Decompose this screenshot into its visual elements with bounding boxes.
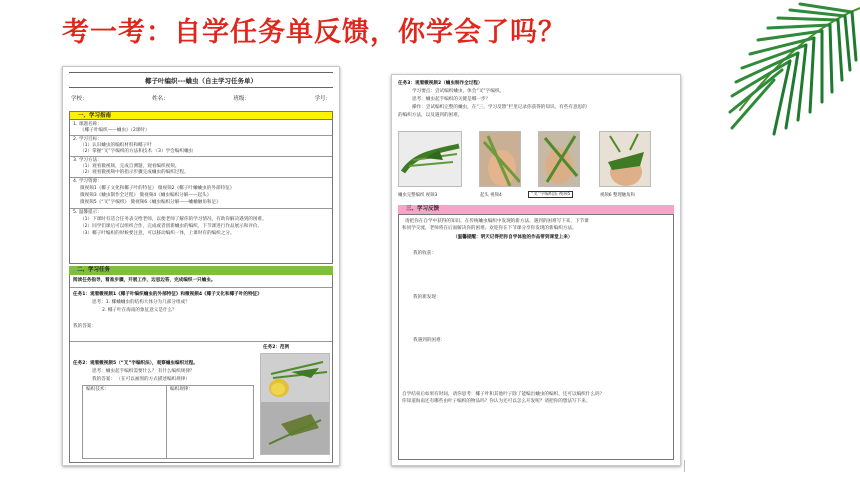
- table-header-technique: 编织技术：: [86, 387, 109, 392]
- task3-line: 思考：蛐虫起手编织的关键是哪一步？: [412, 97, 491, 102]
- palm-leaf-decoration: [680, 0, 860, 150]
- guide-line: 微视频5《“叉”字编织》 微视频6《蛐虫编织分解——蛐蛐触角和足》: [80, 200, 221, 205]
- guide-line: 微视频1《椰子文化和椰子叶的特征》 微视频2《椰子叶蛐蛐虫的外部特征》: [80, 186, 235, 191]
- task3-line: 操作：尝试编织完整的蛐虫，在“三、学习反馈”栏里记录你获得的知识、有些有意思的: [412, 105, 587, 110]
- section-study-guide-header: 一、学习指南: [69, 111, 333, 120]
- top-rule: [69, 72, 333, 73]
- name-label: 姓名：: [152, 96, 169, 102]
- feedback-intro-line: 和同学交流，老师将在后面解决你的困难。欢迎你在下节课分享你发现的新编织方法。: [402, 226, 577, 231]
- guide-line: 1. 课题名称：: [73, 122, 102, 127]
- guide-line: 《椰子叶编织——蛐虫》（2课时）: [80, 128, 150, 133]
- slide-edge-mark: [684, 460, 685, 472]
- closing-line: 你知道海南还有哪些由叶子编织的物品吗？你认为还可以怎么开发呢？请把你的想法写下来。: [402, 399, 591, 404]
- task2-example-label: 任务2：范例: [263, 345, 290, 350]
- answer-table: [82, 385, 254, 459]
- photo-cross-weave: [538, 131, 580, 187]
- photo-antenna: [599, 131, 651, 187]
- caption-full: 蛐虫完整编织 视频3: [398, 193, 438, 198]
- self-study-worksheet-page-2: [391, 74, 681, 466]
- guide-line: （2）掌握“叉”字编织的方法和技术 （3）学会编织蛐虫: [80, 149, 194, 154]
- worksheet-title: 椰子叶编织---蛐虫（自主学习任务单）: [144, 77, 258, 85]
- guide-line: （1）认识蛐虫的编织材料和椰子叶: [80, 143, 152, 148]
- task-intro: 阅读任务指导，看准步骤，开展工作，边思边答，完成编织一只蛐虫。: [73, 278, 216, 283]
- study-guide-box: [69, 120, 333, 264]
- feedback-box: [398, 214, 674, 460]
- guide-line: 2. 学习目标：: [73, 137, 102, 142]
- guide-line: （2）同学们课后可以组织合作，完成或者创新蛐虫的编织，下节课进行作品展示和评价。: [80, 224, 263, 229]
- class-label: 班级：: [233, 96, 250, 102]
- guide-line: （1）下课时有适合任务表交给老师，以便老师了解你的学习情况，有助你解决遇到的困难。: [80, 217, 267, 222]
- guide-line: （1）观看微视频，完成自测题，观看编织视频。: [80, 164, 180, 169]
- task1-line: 2. 椰子叶在海南的象征意义是什么？: [102, 308, 177, 313]
- task2-line: 思考：蛐虫起手编织需要什么？ 有什么编织规律？: [92, 369, 195, 374]
- student-info-row: [71, 94, 331, 102]
- guide-line: 4. 学习资源：: [73, 179, 102, 184]
- feedback-gains-label: 我的收获：: [413, 251, 436, 256]
- example-bug-photo: [260, 353, 330, 455]
- task2-line: 我的答案： （在可以画图的方式描述编织规律）: [92, 377, 190, 382]
- caption-antenna: 视频6 整理触角和: [600, 193, 635, 198]
- photo-start: [479, 131, 521, 187]
- feedback-difficulty-label: 我遇到的困难：: [413, 338, 446, 343]
- task2-line: 任务2：观看微视频5（“叉”字编织法），观察蛐虫编织过程。: [73, 361, 198, 366]
- school-label: 学校：: [71, 96, 88, 102]
- task3-line: 的编织方法，以及遇到的困难。: [398, 113, 463, 118]
- guide-line: 3. 学习方法：: [73, 158, 102, 163]
- tasks-box: [69, 275, 333, 463]
- feedback-tip: （温馨提醒：明天记得把你自学体验的作品带到课堂上来）: [453, 235, 573, 240]
- guide-line: 5. 温馨提示：: [73, 210, 102, 215]
- guide-line: （2）观看微视频中的指示步骤完成蛐虫的编织过程。: [80, 170, 189, 175]
- task3-line: 学习要点：尝试编织蛐虫，体会“叉”字编织。: [412, 89, 505, 94]
- feedback-intro-line: 请把你在自学中获得的知识、在传统蛐虫编织中发现的新方法、遇到的困难写下来，下节课: [405, 219, 589, 224]
- number-label: 学号：: [314, 96, 331, 102]
- caption-cross: “叉”字编织法 视频5: [528, 191, 573, 198]
- section-feedback-header: 三、学习反馈: [398, 205, 674, 214]
- photo-full-weave: [398, 131, 462, 187]
- self-study-worksheet-page-1: [62, 66, 340, 466]
- guide-line: 微视频3《蛐虫制作全过程》 微视频4《蛐虫编织分解——起头》: [80, 193, 212, 198]
- section-tasks-header: 二、学习任务: [69, 266, 333, 275]
- title-rule: [69, 87, 333, 88]
- caption-start: 起头 视频4: [480, 193, 502, 198]
- feedback-discovery-label: 我的新发现：: [413, 295, 441, 300]
- task1-line: 思考：1. 椰蛐蛐虫的结构大体分为几部分组成？: [92, 300, 190, 305]
- task1-answer-label: 我的答案：: [73, 324, 96, 329]
- task3-line: 任务3：观看微视频2（蛐虫制作全过程）: [398, 81, 483, 86]
- table-header-pattern: 编织规律：: [170, 387, 193, 392]
- slide-title: 考一考：自学任务单反馈，你学会了吗？: [62, 17, 566, 48]
- closing-line: 自学结束后如果有时间，请你思考：椰子叶和其他叶子除了能编出蛐虫的编织，还可以编织什么吗？: [402, 392, 605, 397]
- guide-line: （3）椰子叶编织的时候要注意，可以移动编织一体，上课时有的编织之分。: [80, 231, 235, 236]
- task1-line: 任务1：观看微视频1《椰子叶编织蛐虫的外部特征》和微视频4《椰子文化和椰子叶的特征》: [73, 292, 262, 297]
